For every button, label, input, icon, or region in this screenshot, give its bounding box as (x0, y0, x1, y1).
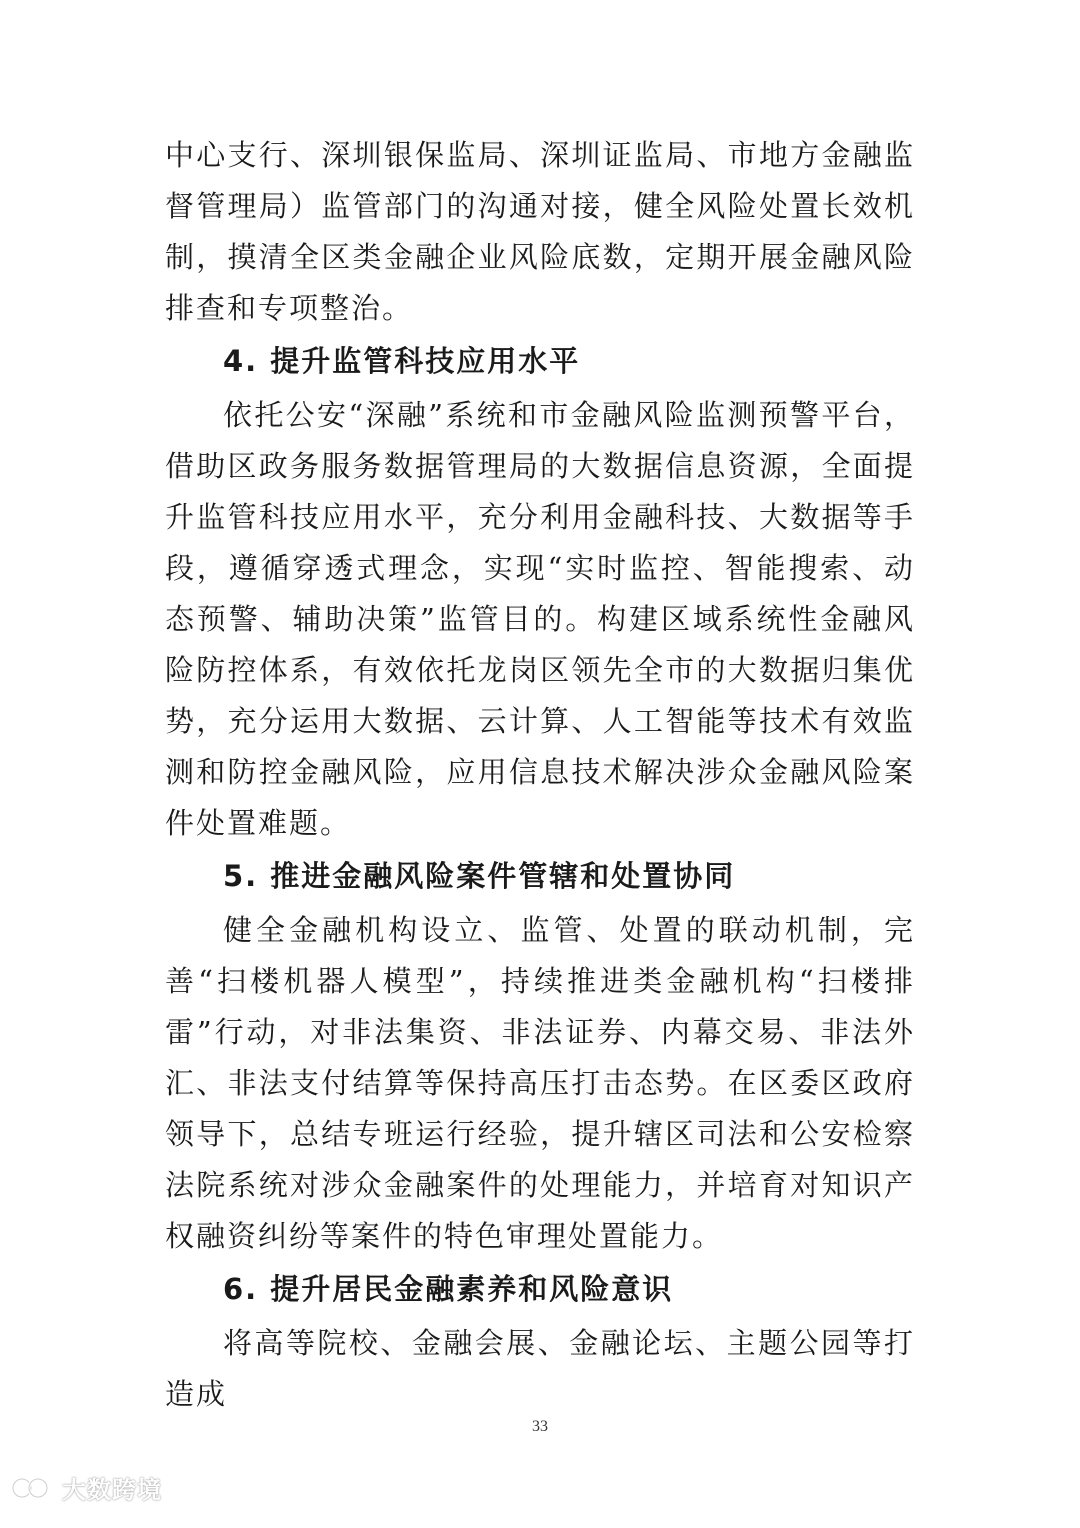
section-heading-5: 5. 推进金融风险案件管辖和处置协同 (223, 859, 736, 893)
brand-logo-icon (10, 1471, 56, 1505)
section-heading-4: 4. 提升监管科技应用水平 (223, 344, 581, 378)
document-body (165, 130, 915, 1420)
section-heading-6: 6. 提升居民金融素养和风险意识 (223, 1272, 674, 1306)
paragraph-case-coordination: 健全金融机构设立、监管、处置的联动机制，完善“扫楼机器人模型”，持续推进类金融机构“扫楼排雷”行动，对非法集资、非法证券、内幕交易、非法外汇、非法支付结算等保持高压打击态势。在区委区政府领导下，总结专班运行经验，提升辖区司法和公安检察法院系统对涉众金融案件的处理能力，并培育对知识产权融资纠纷等案件的特色审理处置能力。 (165, 913, 915, 1253)
watermark-text: 大数跨境 (62, 1476, 162, 1504)
paragraph-regtech: 依托公安“深融”系统和市金融风险监测预警平台，借助区政务服务数据管理局的大数据信息资源，全面提升监管科技应用水平，充分利用金融科技、大数据等手段，遵循穿透式理念，实现“实时监控、智能搜索、动态预警、辅助决策”监管目的。构建区域系统性金融风险防控体系，有效依托龙岗区领先全市的大数据归集优势，充分运用大数据、云计算、人工智能等技术有效监测和防控金融风险，应用信息技术解决涉众金融风险案件处置难题。 (165, 398, 915, 840)
paragraph-continuation: 中心支行、深圳银保监局、深圳证监局、市地方金融监督管理局）监管部门的沟通对接，健全风险处置长效机制，摸清全区类金融企业风险底数，定期开展金融风险排查和专项整治。 (165, 138, 915, 325)
watermark (10, 1470, 162, 1505)
page-number: 33 (532, 1418, 548, 1435)
paragraph-financial-literacy: 将高等院校、金融会展、金融论坛、主题公园等打造成 (165, 1326, 915, 1411)
